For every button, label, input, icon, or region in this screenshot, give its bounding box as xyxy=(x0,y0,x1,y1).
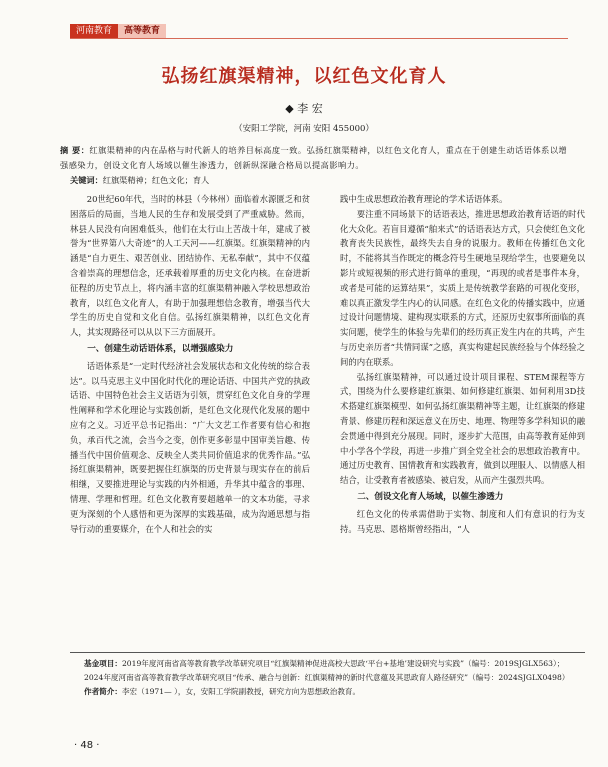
fund-label: 基金项目： xyxy=(84,659,122,668)
footnote xyxy=(84,657,568,699)
abstract-label: 摘 要： xyxy=(60,145,90,155)
paragraph: 红色文化的传承需借助于实物、制度和人们有意识的行为支持。马克思、恩格斯曾经指出，“人 xyxy=(340,508,585,534)
author-bio-text: 李宏（1971— ），女，安阳工学院副教授，研究方向为思想政治教育。 xyxy=(121,687,361,696)
paragraph: 弘扬红旗渠精神，可以通过设计项目课程、STEM课程等方式，围绕为什么要修建红旗渠、如何修建红旗渠、如何利用3D技术搭建红旗渠模型、如何弘扬红旗渠精神等主题，让红旗渠的修建背景、修建历程和深远意义在历史、地理、物理等多学科知识的融会贯通中得到充分展现。同时，逐步扩大范围，由高等教育延伸到中小学各个学段，再进一步推广到全党全社会的思想政治教育中。通过历史教育、国情教育和实践教育，做到以理服人、以情感人相结合，让受教育者被感染、被启发，从而产生强烈共鸣。 xyxy=(340,371,585,486)
paragraph: 话语体系是“一定时代经济社会发展状态和文化传统的综合表达”。以马克思主义中国化时代化的理论话语、中国共产党的执政话语、中国特色社会主义话语为引领，贯穿红色文化自身的学理性阐释和学术化理论与实践创新，是红色文化现代化发展的题中应有之义。习近平总书记指出：“广大文艺工作者要有信心和抱负，承百代之流，会当今之变，创作更多彰显中国审美旨趣、传播当代中国价值观念、反映全人类共同价值追求的优秀作品。”弘扬红旗渠精神，既要把握住红旗渠的历史背景与现实存在的前后相继，又要推进理论与实践的内外相通，升华其中蕴含的事理、情理、学理和哲理。红色文化教育要超越单一的文本功能，寻求更为深刻的个人感悟和更为深厚的实践基础，成为沟通思想与指导行动的重要媒介，在个人和社会的实 xyxy=(70,360,310,534)
keywords xyxy=(70,175,209,186)
paragraph: 20世纪60年代，当时的林县（今林州）面临着水源匮乏和贫困落后的局面，当地人民的生存和发展受到了严重威胁。然而，林县人民没有向困难低头，他们在太行山上苦战十年，建成了被誉为“世界第八大奇迹”的人工天河——红旗渠。红旗渠精神的内涵是“自力更生、艰苦创业、团结协作、无私奉献”，其中不仅蕴含着崇高的理想信念，还承载着厚重的历史文化内核。在奋进新征程的历史节点上，将内涵丰富的红旗渠精神融入学校思想政治教育，以红色文化育人，有助于加强理想信念教育，增强当代大学生的历史自觉和文化自信。弘扬红旗渠精神，以红色文化育人，其实现路径可以从以下三方面展开。 xyxy=(70,194,310,338)
fund-text: 2019年度河南省高等教育教学改革研究项目“红旗渠精神促进高校大思政‘平台+基地’建设研究与实践”（编号：2019SJGLX563）；2024年度河南省高等教育教学改革研究项目“传承、融合与创新：红旗渠精神的新时代意蕴及其思政育人路径研究”（编号：2024SJGLX0498） xyxy=(84,659,570,682)
paragraph: 践中生成思想政治教育理论的学术话语体系。 xyxy=(340,194,508,204)
page-number: · 48 · xyxy=(74,740,100,751)
abstract-text: 红旗渠精神的内在品格与时代新人的培养目标高度一致。弘扬红旗渠精神，以红色文化育人，重点在于创建生动话语体系以增强感染力，创设文化育人场域以催生渗透力，创新纵深融合格局以提高影响力。 xyxy=(60,145,568,170)
paragraph: 要注重不同场景下的话语表达，推进思想政治教育话语的时代化大众化。若盲目遵循“舶来式”的话语表达方式，只会使红色文化教育丧失民族性，最终失去自身的说服力。教师在传播红色文化时，不能将其当作既定的概念符号生硬地呈现给学生，也要避免以影片或短视频的形式进行简单的重现，“再现的或者是事件本身，或者是可能的运算结果”，实质上是传统教学套路的可视化变形，难以真正激发学生内心的认同感。在红色文化的传播实践中，应通过设计问题情境、建构现实联系的方式，还原历史叙事所面临的真实问题，使学生的体验与先辈们的经历真正发生内在的共鸣，产生与历史亲历者“共情同谋”之感，真实构建起民族经验与个体经验之间的内在联系。 xyxy=(340,208,585,367)
affiliation: （安阳工学院，河南 安阳 455000） xyxy=(234,124,374,134)
section-heading: 一、创建生动话语体系，以增强感染力 xyxy=(87,343,234,354)
column-left xyxy=(70,192,310,637)
header-rule xyxy=(70,38,568,39)
author-bio-label: 作者简介： xyxy=(84,687,122,696)
section-tag-right: 高等教育 xyxy=(118,24,166,38)
keywords-label: 关键词： xyxy=(70,175,103,185)
column-right xyxy=(340,192,585,637)
author-note xyxy=(84,685,568,699)
section-heading: 二、创设文化育人场域，以催生渗透力 xyxy=(357,491,504,502)
author-line: ◆ 李 宏 xyxy=(285,102,323,115)
keywords-text: 红旗渠精神；红色文化；育人 xyxy=(102,175,210,185)
section-header xyxy=(70,24,166,38)
article-title: 弘扬红旗渠精神，以红色文化育人 xyxy=(161,66,447,87)
abstract xyxy=(60,143,568,173)
fund-note xyxy=(84,657,568,685)
section-tag-left: 河南教育 xyxy=(70,24,118,38)
footnote-rule xyxy=(70,652,585,653)
